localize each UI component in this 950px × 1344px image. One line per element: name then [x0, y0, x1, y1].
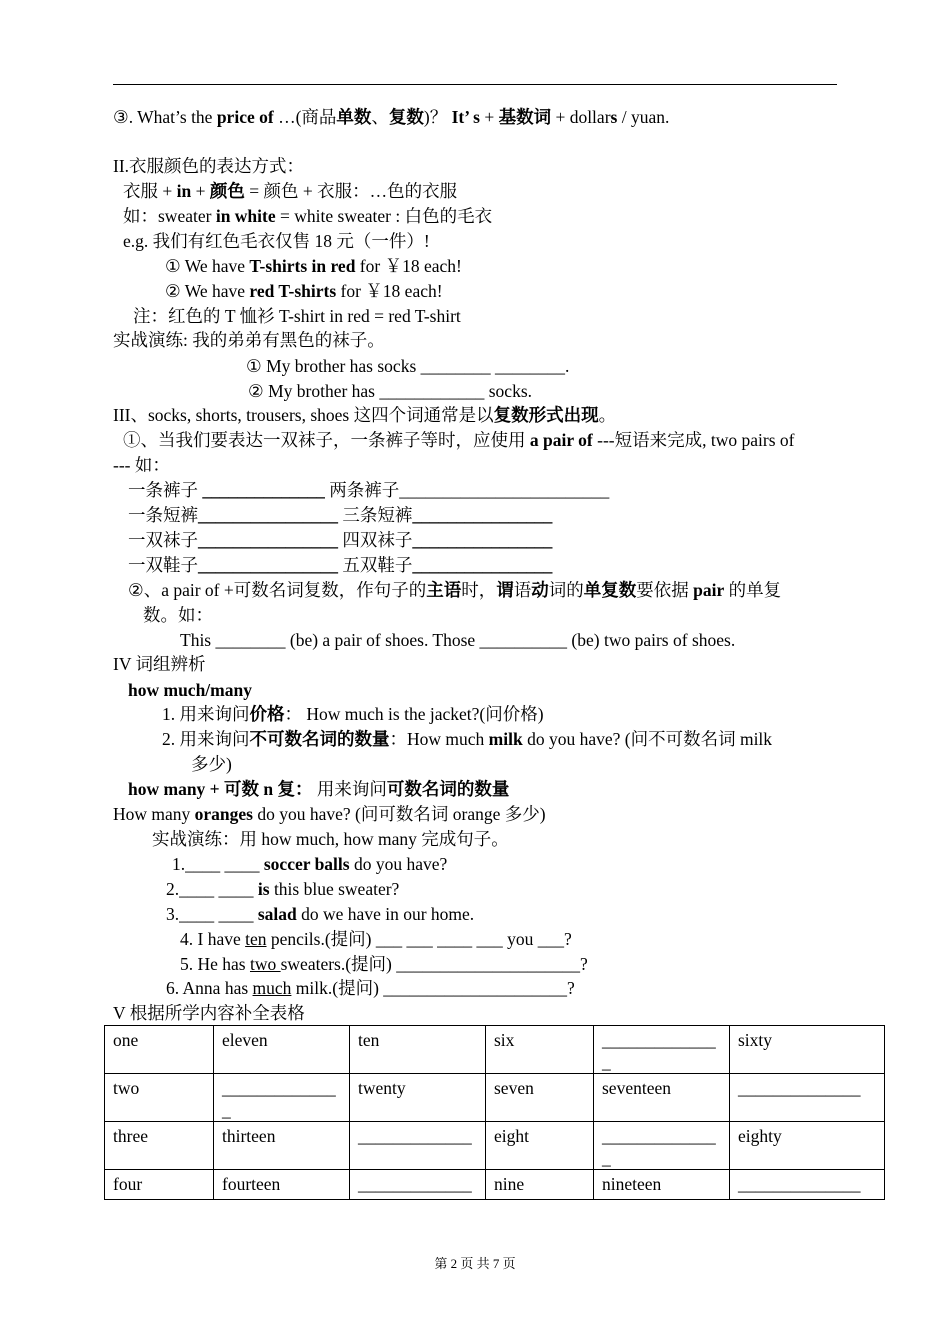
- text-bold: 不可数名词的数量: [249, 729, 390, 749]
- table-cell: sixty: [730, 1026, 885, 1074]
- text: How many: [113, 804, 195, 824]
- text: 1. 用来询问: [162, 704, 250, 724]
- text-bold: in white: [215, 206, 276, 226]
- section-2-heading: II.衣服颜色的表达方式：: [113, 156, 305, 176]
- text: 4. I have: [180, 929, 246, 949]
- text: ：How much: [389, 729, 489, 749]
- text: 6. Anna has: [166, 978, 253, 998]
- question-4: [180, 928, 572, 950]
- pair-of-item-1-cont: --- 如：: [113, 455, 170, 475]
- text-bold: how much/many: [128, 680, 252, 700]
- text-bold: 颜色: [209, 181, 245, 201]
- text: 2. 用来询问: [162, 729, 250, 749]
- blank: ________________: [412, 530, 553, 550]
- text: +: [191, 181, 210, 201]
- text: 两条裤子: [324, 480, 400, 500]
- text: / yuan.: [617, 107, 670, 127]
- text: sweaters.(提问) _____________________?: [280, 954, 588, 974]
- text: 时，: [461, 580, 497, 600]
- table-cell: three: [105, 1122, 214, 1170]
- text: milk.(提问) _____________________?: [291, 978, 575, 998]
- text-bold: 谓: [496, 580, 514, 600]
- text: for ￥18 each!: [355, 256, 462, 276]
- underlined-text: ten: [245, 929, 267, 949]
- practice-line: 实战演练: 我的弟弟有黑色的袜子。: [113, 330, 385, 350]
- table-cell: nine: [486, 1170, 594, 1200]
- text-bold: 动: [531, 580, 549, 600]
- section-4-heading: IV 词组辨析: [113, 654, 206, 674]
- table-cell: nineteen: [594, 1170, 730, 1200]
- text: pencils.(提问) ___ ___ ____ ___ you ___?: [266, 929, 572, 949]
- table-cell: eighty: [730, 1122, 885, 1170]
- question-2: [166, 878, 399, 900]
- text: 四双袜子: [338, 530, 413, 550]
- table-cell-blank: ______________: [730, 1074, 885, 1122]
- table-cell: ten: [350, 1026, 486, 1074]
- text-bold: red T-shirts: [249, 281, 337, 301]
- blank: ______________: [202, 480, 325, 500]
- table-cell: seventeen: [594, 1074, 730, 1122]
- question-6: [166, 977, 575, 999]
- text-bold: 主语: [426, 580, 462, 600]
- pair-of-example: This ________ (be) a pair of shoes. Those __________ (be) two pairs of shoes.: [180, 630, 736, 650]
- text-bold: milk: [488, 729, 523, 749]
- table-cell-blank: _____________ _: [594, 1122, 730, 1170]
- text: 的单复: [724, 580, 782, 600]
- how-much-use-2: [162, 728, 772, 750]
- table-cell-blank: _____________ _: [594, 1026, 730, 1074]
- text: 、: [371, 107, 389, 127]
- text-bold: 复数形式出现: [493, 405, 599, 425]
- color-example-line: [123, 205, 492, 227]
- price-question-line: [113, 106, 669, 128]
- question-5: [180, 953, 588, 975]
- text-bold: salad: [257, 904, 297, 924]
- text-bold: 单复数: [583, 580, 637, 600]
- eg-line: e.g. 我们有红色毛衣仅售 18 元（一件）!: [123, 231, 430, 251]
- pair-row: [128, 529, 552, 551]
- text: 2.____ ____: [166, 879, 258, 899]
- text: 一双袜子: [128, 530, 198, 550]
- pair-of-item-2-cont: 数。如：: [143, 605, 213, 625]
- text: 。: [598, 405, 617, 425]
- table-cell: twenty: [350, 1074, 486, 1122]
- table-cell: seven: [486, 1074, 594, 1122]
- blank: ________________: [198, 555, 338, 575]
- pair-of-item-1: [123, 429, 794, 451]
- text: 五双鞋子: [338, 555, 413, 575]
- text: 一双鞋子: [128, 555, 198, 575]
- practice-answer-2: ② My brother has ____________ socks.: [248, 381, 532, 401]
- header-rule: [113, 84, 837, 85]
- table-row: [105, 1026, 885, 1074]
- text: for ￥18 each!: [336, 281, 443, 301]
- practice-answer-1: ① My brother has socks ________ ________.: [246, 356, 570, 376]
- text: = white sweater : 白色的毛衣: [275, 206, 493, 226]
- text: ---短语来完成, two pairs of: [592, 430, 795, 450]
- text: do we have in our home.: [296, 904, 475, 924]
- text-bold: oranges: [194, 804, 253, 824]
- text-bold: It’ s: [451, 107, 480, 127]
- color-rule-line: [123, 180, 457, 202]
- text: III、socks, shorts, trousers, shoes 这四个词通常是以: [113, 405, 494, 425]
- text: ② We have: [165, 281, 250, 301]
- section-3-heading: [113, 404, 616, 426]
- table-cell: six: [486, 1026, 594, 1074]
- text: do you have?: [349, 854, 448, 874]
- table-cell-blank: _____________: [350, 1170, 486, 1200]
- note-line: 注：红色的 T 恤衫 T-shirt in red = red T-shirt: [133, 306, 461, 326]
- text: 三条短裤: [338, 505, 413, 525]
- table-cell: eleven: [214, 1026, 350, 1074]
- blank: ________________: [198, 505, 338, 525]
- pair-row: [128, 554, 552, 576]
- text: + dollar: [551, 107, 611, 127]
- text: 语: [513, 580, 532, 600]
- blank: ________________: [412, 505, 553, 525]
- text: 一条裤子: [128, 480, 203, 500]
- text: ①、当我们要表达一双袜子，一条裤子等时，应使用: [123, 430, 530, 450]
- practice-line-2: 实战演练：用 how much, how many 完成句子。: [152, 829, 509, 849]
- text: 如：sweater: [123, 206, 216, 226]
- pair-row: [128, 504, 552, 526]
- pair-row: [128, 479, 609, 501]
- text-bold: 可数名词的数量: [386, 779, 510, 799]
- table-cell: four: [105, 1170, 214, 1200]
- text: this blue sweater?: [269, 879, 400, 899]
- table-row: [105, 1074, 885, 1122]
- text: 用来询问: [312, 779, 387, 799]
- text: 一条短裤: [128, 505, 198, 525]
- how-much-use-1: [162, 703, 544, 725]
- page-footer: 第 2 页 共 7 页: [434, 1256, 516, 1271]
- text-bold: price of: [216, 107, 274, 127]
- table-cell-blank: _____________ _: [214, 1074, 350, 1122]
- underlined-text: two: [249, 954, 281, 974]
- table-cell: fourteen: [214, 1170, 350, 1200]
- text-bold: pair: [693, 580, 725, 600]
- table-cell-blank: _____________: [350, 1122, 486, 1170]
- table-cell: one: [105, 1026, 214, 1074]
- text: +: [479, 107, 499, 127]
- text: 词的: [548, 580, 584, 600]
- text-bold: soccer balls: [263, 854, 350, 874]
- text: 3.____ ____: [166, 904, 258, 924]
- underlined-text: much: [252, 978, 292, 998]
- text-bold: 复数: [388, 107, 424, 127]
- table-row: [105, 1122, 885, 1170]
- text: ②、a pair of +可数名词复数，作句子的: [128, 580, 427, 600]
- text-bold: T-shirts in red: [249, 256, 356, 276]
- text: do you have? (问不可数名词 milk: [522, 729, 773, 749]
- sentence-1: [165, 255, 462, 277]
- table-cell: thirteen: [214, 1122, 350, 1170]
- text: ： How much is the jacket?(问价格): [284, 704, 544, 724]
- text-bold: 单数: [336, 107, 372, 127]
- blank: ________________________: [399, 480, 610, 500]
- text: …(商品: [273, 107, 337, 127]
- question-1: [172, 853, 447, 875]
- table-cell: eight: [486, 1122, 594, 1170]
- table-row: [105, 1170, 885, 1200]
- text: do you have? (问可数名词 orange 多少): [252, 804, 546, 824]
- text: ③. What’s the: [113, 107, 217, 127]
- how-much-many-subheading: [128, 679, 252, 701]
- how-much-use-2-cont: 多少): [191, 754, 232, 774]
- text-bold: in: [176, 181, 192, 201]
- sentence-2: [165, 280, 443, 302]
- text-bold: 基数词: [498, 107, 552, 127]
- section-5-heading: V 根据所学内容补全表格: [113, 1003, 305, 1023]
- blank: ________________: [198, 530, 338, 550]
- text: 要依据: [636, 580, 694, 600]
- text: = 颜色 + 衣服：…色的衣服: [244, 181, 458, 201]
- text: ① We have: [165, 256, 250, 276]
- text-bold: a pair of: [529, 430, 593, 450]
- blank: ________________: [412, 555, 553, 575]
- number-words-table: [104, 1025, 885, 1200]
- text: )？: [423, 107, 452, 127]
- question-3: [166, 903, 474, 925]
- text-bold: 价格: [249, 704, 285, 724]
- text-bold: s: [610, 107, 618, 127]
- text-bold: is: [257, 879, 270, 899]
- table-cell-blank: ______________: [730, 1170, 885, 1200]
- how-many-example: [113, 803, 546, 825]
- text: 衣服 +: [123, 181, 177, 201]
- how-many-subheading: [128, 778, 509, 800]
- text-bold: how many + 可数 n 复：: [128, 779, 313, 799]
- pair-of-item-2: [128, 579, 781, 601]
- text: 5. He has: [180, 954, 250, 974]
- text: 1.____ ____: [172, 854, 264, 874]
- table-cell: two: [105, 1074, 214, 1122]
